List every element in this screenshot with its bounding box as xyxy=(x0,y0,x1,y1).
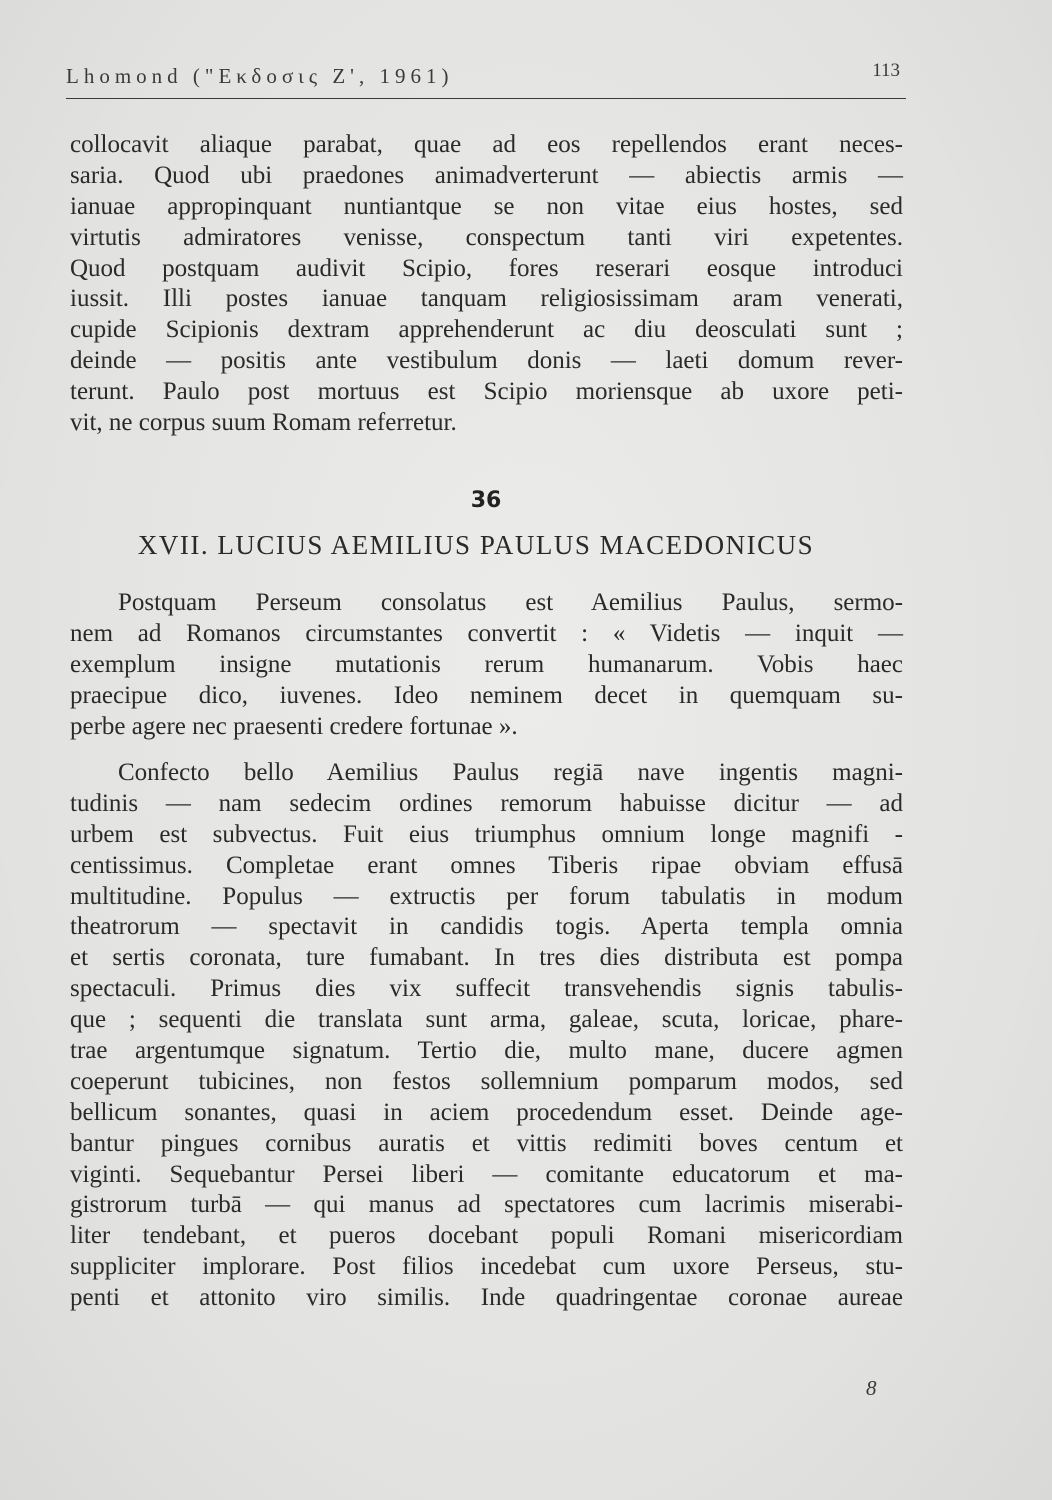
text-line: Postquam Perseum consolatus est Aemilius Paulus, sermo- xyxy=(118,589,903,616)
paragraph-3 xyxy=(70,758,903,1314)
text-line: collocavit aliaque parabat, quae ad eos repellendos erant neces- xyxy=(70,131,903,158)
text-line: bellicum sonantes, quasi in aciem procedendum esset. Deinde age- xyxy=(70,1098,903,1126)
running-head: Lhomond ("Εκδοσις Ζ', 1961) xyxy=(66,64,454,88)
paragraph-top xyxy=(70,130,903,439)
text-line: que ; sequenti die translata sunt arma, galeae, scuta, loricae, phare- xyxy=(70,1006,903,1034)
text-line: spectaculi. Primus dies vix suffecit transvehendis signis tabulis- xyxy=(70,975,903,1003)
text-line: et sertis coronata, ture fumabant. In tres dies distributa est pompa xyxy=(70,944,903,972)
chapter-title: XVII. LUCIUS AEMILIUS PAULUS MACEDONICUS xyxy=(137,530,815,560)
text-line: saria. Quod ubi praedones animadverterunt — abiectis armis — xyxy=(70,161,903,189)
text-line: vit, ne corpus suum Romam referretur. xyxy=(70,409,457,437)
text-line: praecipue dico, iuvenes. Ideo neminem decet in quemquam su- xyxy=(70,681,903,709)
section-number: 36 xyxy=(470,488,502,513)
signature-mark: 8 xyxy=(866,1376,877,1400)
text-line: centissimus. Completae erant omnes Tiberis ripae obviam effusā xyxy=(70,851,903,879)
text-line: theatrorum — spectavit in candidis togis. Aperta templa omnia xyxy=(70,913,903,941)
text-line: liter tendebant, et pueros docebant populi Romani misericordiam xyxy=(70,1222,903,1250)
text-line: virtutis admiratores venisse, conspectum tanti viri expetentes. xyxy=(70,223,903,251)
text-line: terunt. Paulo post mortuus est Scipio moriensque ab uxore peti- xyxy=(70,378,903,406)
text-line: urbem est subvectus. Fuit eius triumphus omnium longe magnifi - xyxy=(70,820,903,848)
text-line: nem ad Romanos circumstantes convertit : « Videtis — inquit — xyxy=(70,619,903,647)
text-line: tudinis — nam sedecim ordines remorum habuisse dicitur — ad xyxy=(70,789,903,817)
page-number: 113 xyxy=(872,60,900,81)
text-line: gistrorum turbā — qui manus ad spectatores cum lacrimis miserabi- xyxy=(70,1191,903,1219)
text-line: iussit. Illi postes ianuae tanquam religiosissimam aram venerati, xyxy=(70,285,903,313)
text-line: bantur pingues cornibus auratis et vittis redimiti boves centum et xyxy=(70,1129,903,1157)
text-line: penti et attonito viro similis. Inde quadringentae coronae aureae xyxy=(70,1284,903,1312)
paragraph-2 xyxy=(70,588,903,742)
text-line: viginti. Sequebantur Persei liberi — comitante educatorum et ma- xyxy=(70,1160,903,1188)
text-line: trae argentumque signatum. Tertio die, multo mane, ducere agmen xyxy=(70,1037,903,1065)
page-header xyxy=(66,58,906,99)
text-line: Quod postquam audivit Scipio, fores reserari eosque introduci xyxy=(70,254,903,282)
text-line: exemplum insigne mutationis rerum humanarum. Vobis haec xyxy=(70,650,903,678)
text-line: Confecto bello Aemilius Paulus regiā nave ingentis magni- xyxy=(118,759,903,786)
text-line: coeperunt tubicines, non festos sollemnium pomparum modos, sed xyxy=(70,1067,903,1095)
text-line: cupide Scipionis dextram apprehenderunt ac diu deosculati sunt ; xyxy=(70,316,903,344)
text-line: deinde — positis ante vestibulum donis — laeti domum rever- xyxy=(70,347,903,375)
text-line: suppliciter implorare. Post filios incedebat cum uxore Perseus, stu- xyxy=(70,1253,903,1281)
text-line: perbe agere nec praesenti credere fortunae ». xyxy=(70,712,518,740)
text-line: ianuae appropinquant nuntiantque se non vitae eius hostes, sed xyxy=(70,192,903,220)
text-line: multitudine. Populus — extructis per forum tabulatis in modum xyxy=(70,882,903,910)
